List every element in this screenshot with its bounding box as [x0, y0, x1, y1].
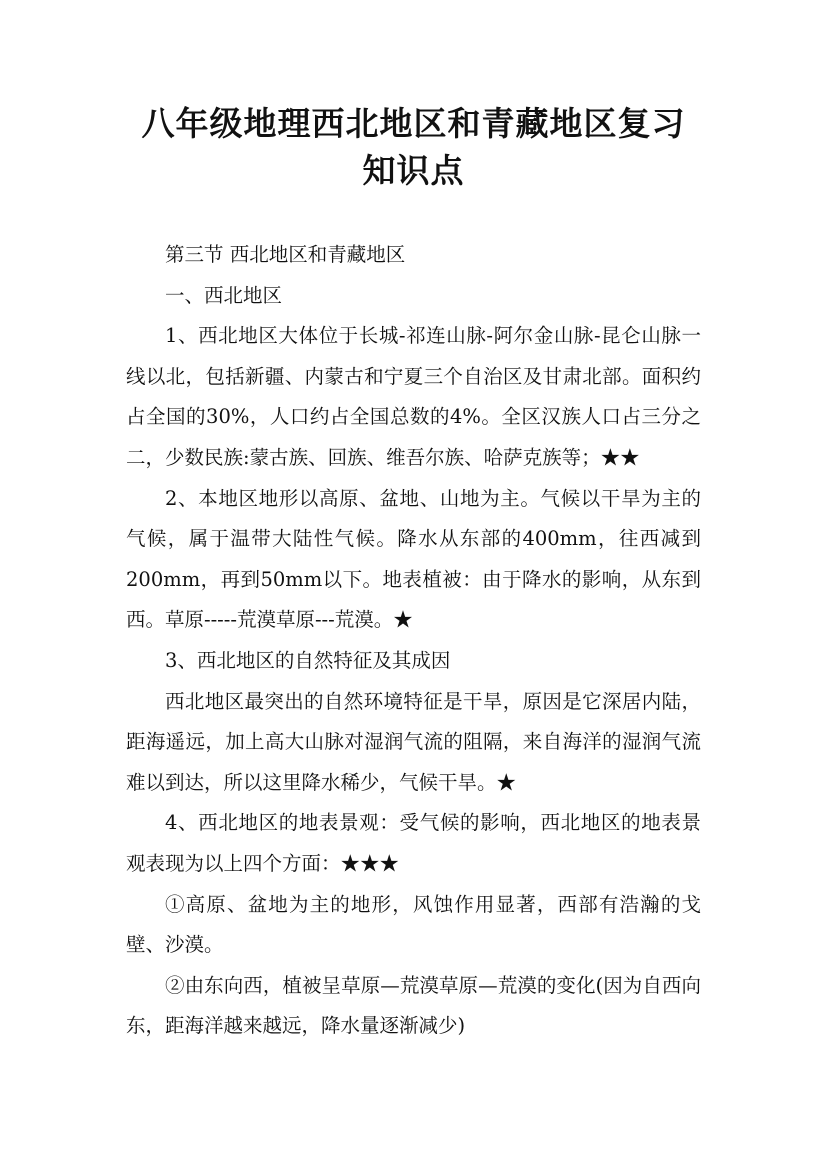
section-heading: 第三节 西北地区和青藏地区	[165, 243, 406, 266]
paragraph-landscape: 4、西北地区的地表景观：受气候的影响，西北地区的地表景观表现为以上四个方面：★★★	[126, 811, 701, 875]
document-title: 八年级地理西北地区和青藏地区复习知识点	[141, 104, 686, 190]
paragraph-terrain-climate: 2、本地区地形以高原、盆地、山地为主。气候以干旱为主的气候，属于温带大陆性气候。降水从东部的400mm，往西减到200mm，再到50mm以下。地表植被：由于降水的影响，从东到西。草原-----荒漠草原---荒漠。★	[126, 486, 701, 632]
list-item-vegetation: ②由东向西，植被呈草原—荒漠草原—荒漠的变化(因为自西向东，距海洋越来越远，降水量逐渐减少)	[126, 973, 701, 1038]
paragraph-heading-natural-features: 3、西北地区的自然特征及其成因	[165, 648, 451, 672]
list-item-terrain: ①高原、盆地为主的地形，风蚀作用显著，西部有浩瀚的戈壁、沙漠。	[126, 892, 701, 957]
paragraph-drought-cause: 西北地区最突出的自然环境特征是干旱，原因是它深居内陆，距海遥远，加上高大山脉对湿润气流的阻隔，来自海洋的湿润气流难以到达，所以这里降水稀少，气候干旱。★	[126, 689, 701, 794]
document-body	[126, 235, 701, 1047]
paragraph-location: 1、西北地区大体位于长城-祁连山脉-阿尔金山脉-昆仑山脉一线以北，包括新疆、内蒙古和宁夏三个自治区及甘肃北部。面积约占全国的30%，人口约占全国总数的4%。全区汉族人口占三分之二，少数民族:蒙古族、回族、维吾尔族、哈萨克族等；★★	[126, 324, 701, 469]
subsection-heading: 一、西北地区	[165, 283, 283, 307]
